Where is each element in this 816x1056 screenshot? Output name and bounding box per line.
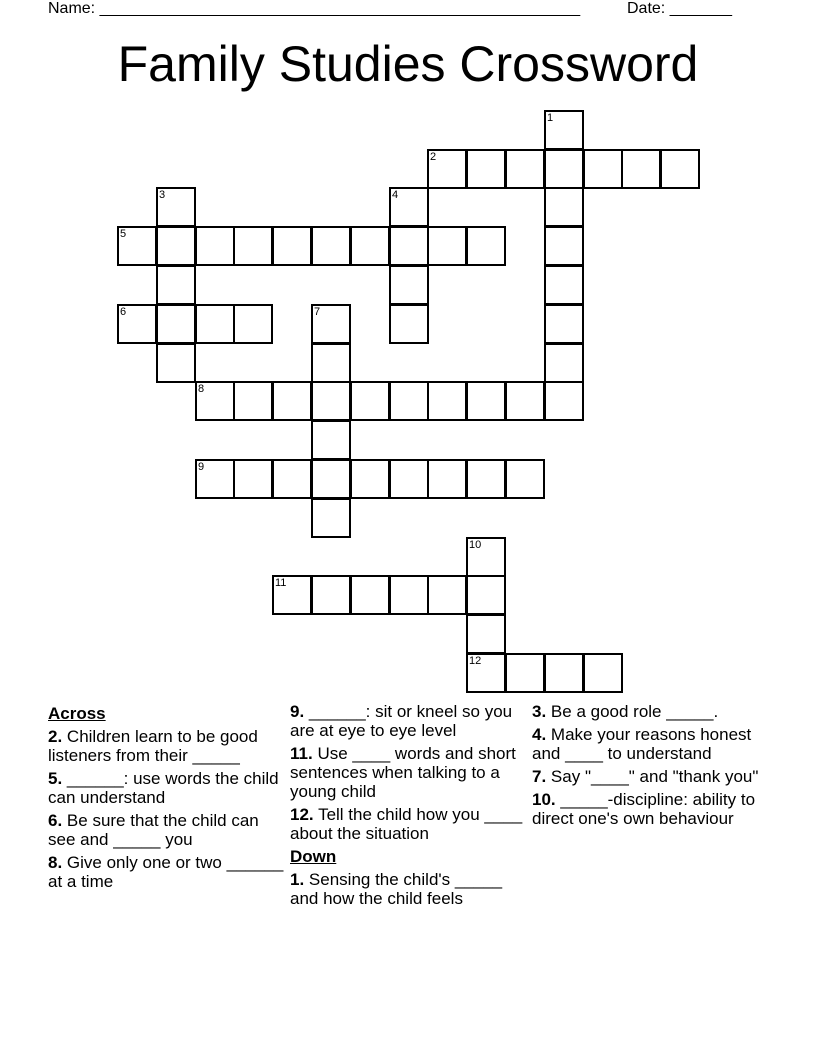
- grid-cell[interactable]: [544, 226, 584, 266]
- clue-text: Children learn to be good listeners from their _____: [48, 727, 258, 765]
- clue-down-7: [532, 767, 770, 786]
- grid-cell[interactable]: [272, 226, 312, 266]
- grid-cell[interactable]: [505, 381, 545, 421]
- clue-number: 3.: [532, 702, 547, 721]
- grid-cell[interactable]: [195, 459, 235, 499]
- grid-cell[interactable]: [233, 226, 273, 266]
- grid-cell[interactable]: [272, 381, 312, 421]
- grid-cell[interactable]: [350, 575, 390, 615]
- clue-number-label: 6: [120, 306, 127, 318]
- clue-across-5: [48, 769, 286, 807]
- clue-text: Give only one or two ______ at a time: [48, 853, 284, 891]
- grid-cell[interactable]: [195, 381, 235, 421]
- grid-cell[interactable]: [466, 459, 506, 499]
- grid-cell[interactable]: [544, 110, 584, 150]
- grid-cell[interactable]: [544, 187, 584, 227]
- grid-cell[interactable]: [660, 149, 700, 189]
- grid-cell[interactable]: [544, 381, 584, 421]
- page-title: Family Studies Crossword: [117, 36, 699, 92]
- clue-number-label: 8: [198, 383, 205, 395]
- down-heading: Down: [290, 847, 337, 866]
- grid-cell[interactable]: [505, 459, 545, 499]
- clue-number-label: 5: [120, 228, 127, 240]
- grid-cell[interactable]: [350, 226, 390, 266]
- grid-cell[interactable]: [427, 459, 467, 499]
- grid-cell[interactable]: [389, 459, 429, 499]
- grid-cell[interactable]: [350, 459, 390, 499]
- grid-cell[interactable]: [233, 381, 273, 421]
- grid-cell[interactable]: [311, 226, 351, 266]
- grid-cell[interactable]: [621, 149, 661, 189]
- grid-cell[interactable]: [156, 265, 196, 305]
- clue-number: 10.: [532, 790, 556, 809]
- grid-cell[interactable]: [233, 304, 273, 344]
- clue-number: 12.: [290, 805, 314, 824]
- clue-text: Say "____" and "thank you": [550, 767, 759, 786]
- clue-column-1: [48, 702, 286, 895]
- grid-cell[interactable]: [389, 187, 429, 227]
- clue-down-4: [532, 725, 770, 763]
- grid-cell[interactable]: [427, 149, 467, 189]
- clue-text: Make your reasons honest and ____ to understand: [532, 725, 752, 763]
- grid-cell[interactable]: [311, 381, 351, 421]
- grid-cell[interactable]: [272, 459, 312, 499]
- grid-cell[interactable]: [156, 304, 196, 344]
- grid-cell[interactable]: [350, 381, 390, 421]
- clue-across-9: [290, 702, 528, 740]
- grid-cell[interactable]: [544, 653, 584, 693]
- grid-cell[interactable]: [427, 381, 467, 421]
- clue-number: 1.: [290, 870, 305, 889]
- clue-text: Tell the child how you ____ about the situation: [290, 805, 523, 843]
- grid-cell[interactable]: [389, 265, 429, 305]
- grid-cell[interactable]: [466, 653, 506, 693]
- clue-number-label: 4: [392, 189, 399, 201]
- grid-cell[interactable]: [544, 304, 584, 344]
- grid-cell[interactable]: [272, 575, 312, 615]
- grid-cell[interactable]: [195, 226, 235, 266]
- grid-cell[interactable]: [466, 575, 506, 615]
- clue-text: _____-discipline: ability to direct one's own behaviour: [532, 790, 756, 828]
- grid-cell[interactable]: [311, 343, 351, 383]
- grid-cell[interactable]: [311, 420, 351, 460]
- clue-number-label: 7: [314, 306, 321, 318]
- grid-cell[interactable]: [544, 265, 584, 305]
- grid-cell[interactable]: [311, 304, 351, 344]
- grid-cell[interactable]: [583, 149, 623, 189]
- clue-across-11: [290, 744, 528, 801]
- clue-number-label: 3: [159, 189, 166, 201]
- clue-number: 8.: [48, 853, 63, 872]
- clue-text: Use ____ words and short sentences when talking to a young child: [290, 744, 516, 801]
- clue-number-label: 1: [547, 112, 554, 124]
- clue-across-2: [48, 727, 286, 765]
- clue-text: Be a good role _____.: [550, 702, 719, 721]
- clue-number: 7.: [532, 767, 547, 786]
- clue-number-label: 11: [275, 577, 287, 589]
- grid-cell[interactable]: [389, 226, 429, 266]
- grid-cell[interactable]: [389, 381, 429, 421]
- clue-number: 6.: [48, 811, 63, 830]
- clue-number-label: 12: [469, 655, 482, 667]
- clue-column-2: [290, 702, 528, 912]
- clue-number: 11.: [290, 744, 313, 763]
- grid-cell[interactable]: [117, 226, 157, 266]
- grid-cell[interactable]: [427, 575, 467, 615]
- grid-cell[interactable]: [233, 459, 273, 499]
- clue-down-3: [532, 702, 770, 721]
- grid-cell[interactable]: [544, 149, 584, 189]
- grid-cell[interactable]: [389, 304, 429, 344]
- clue-across-12: [290, 805, 528, 843]
- across-heading: Across: [48, 704, 106, 723]
- clue-number-label: 9: [198, 461, 205, 473]
- clue-number: 4.: [532, 725, 547, 744]
- clue-number-label: 10: [469, 539, 482, 551]
- grid-cell[interactable]: [427, 226, 467, 266]
- grid-cell[interactable]: [156, 226, 196, 266]
- clue-number: 9.: [290, 702, 305, 721]
- grid-cell[interactable]: [156, 187, 196, 227]
- grid-cell[interactable]: [466, 537, 506, 577]
- clue-text: ______: sit or kneel so you are at eye to eye level: [290, 702, 513, 740]
- name-field: Name: ______________________________________________________: [48, 0, 581, 17]
- clue-down-1: [290, 870, 528, 908]
- clue-across-6: [48, 811, 286, 849]
- grid-cell[interactable]: [466, 149, 506, 189]
- grid-cell[interactable]: [505, 653, 545, 693]
- grid-cell[interactable]: [311, 575, 351, 615]
- grid-cell[interactable]: [583, 653, 623, 693]
- clue-down-10: [532, 790, 770, 828]
- clue-text: ______: use words the child can understand: [48, 769, 279, 807]
- grid-cell[interactable]: [544, 343, 584, 383]
- grid-cell[interactable]: [505, 149, 545, 189]
- grid-cell[interactable]: [311, 498, 351, 538]
- date-field: Date: _______: [627, 0, 732, 17]
- grid-cell[interactable]: [117, 304, 157, 344]
- grid-cell[interactable]: [466, 381, 506, 421]
- grid-cell[interactable]: [195, 304, 235, 344]
- clue-number-label: 2: [430, 151, 437, 163]
- grid-cell[interactable]: [311, 459, 351, 499]
- grid-cell[interactable]: [466, 614, 506, 654]
- grid-cell[interactable]: [156, 343, 196, 383]
- clue-across-8: [48, 853, 286, 891]
- clue-number: 5.: [48, 769, 63, 788]
- clue-number: 2.: [48, 727, 63, 746]
- clue-text: Be sure that the child can see and _____ you: [48, 811, 259, 849]
- grid-cell[interactable]: [466, 226, 506, 266]
- grid-cell[interactable]: [389, 575, 429, 615]
- clue-text: Sensing the child's _____ and how the child feels: [290, 870, 503, 908]
- clue-column-3: [532, 702, 770, 832]
